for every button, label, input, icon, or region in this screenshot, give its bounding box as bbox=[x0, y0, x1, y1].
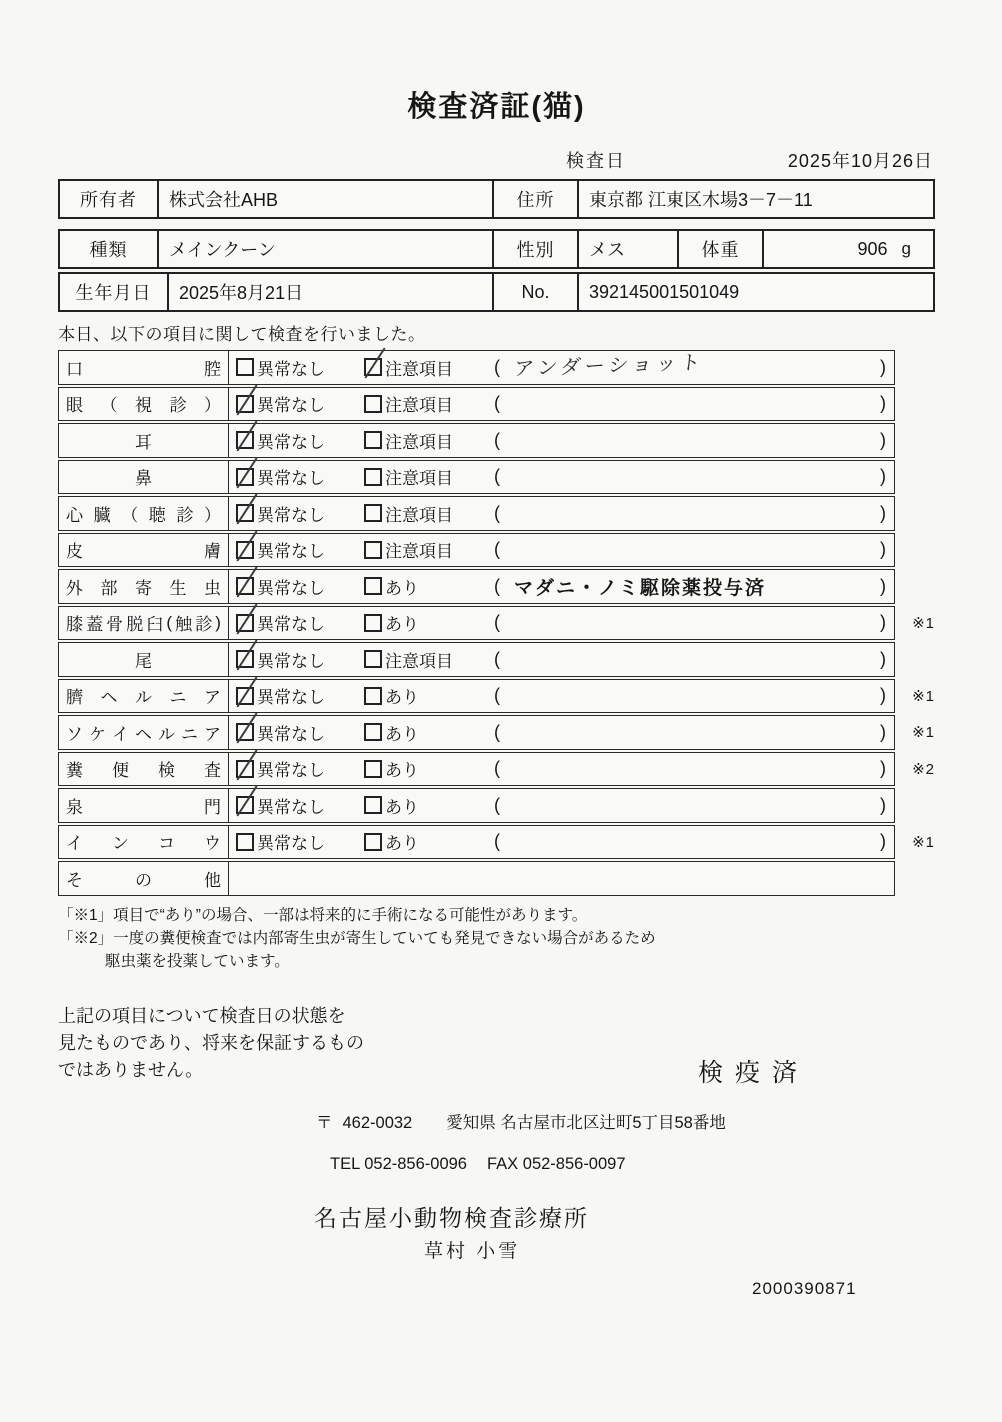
checklist-row-inner bbox=[58, 861, 895, 896]
open-paren: ( bbox=[494, 466, 500, 487]
checklist-row bbox=[58, 496, 935, 531]
option2-checkbox[interactable] bbox=[364, 468, 382, 486]
option2-checkbox[interactable] bbox=[364, 431, 382, 449]
owner-label: 所有者 bbox=[80, 190, 137, 210]
option2 bbox=[364, 829, 494, 854]
quarantine-stamp: 検疫済 bbox=[698, 1058, 810, 1087]
option1-checkbox[interactable] bbox=[236, 687, 254, 705]
owner-table bbox=[58, 179, 935, 219]
open-paren: ( bbox=[494, 575, 500, 596]
option1-label: 異常なし bbox=[257, 505, 325, 525]
disclaimer-line3: ではありません。 bbox=[58, 1059, 204, 1080]
ref-mark bbox=[895, 350, 935, 385]
row-options bbox=[229, 826, 894, 859]
row-options bbox=[229, 497, 894, 530]
ref-mark bbox=[895, 642, 935, 677]
clinic-tel-line bbox=[330, 1155, 935, 1174]
address-value: 東京都 江東区木場3－7－11 bbox=[577, 181, 933, 217]
birthdate-label: 生年月日 bbox=[75, 283, 152, 303]
checklist-row-inner bbox=[58, 350, 895, 385]
option1 bbox=[236, 464, 364, 489]
ref-mark: ※1 bbox=[912, 724, 935, 742]
checklist-item-label: 泉 門 bbox=[59, 789, 229, 822]
finding-field bbox=[494, 430, 894, 451]
postal-code: 462-0032 bbox=[342, 1113, 413, 1132]
row-options bbox=[229, 424, 894, 457]
option2-label: あり bbox=[385, 834, 419, 854]
row-options bbox=[229, 753, 894, 786]
finding-field bbox=[494, 573, 894, 600]
option2-label: あり bbox=[385, 578, 419, 598]
option2-label: 注意項目 bbox=[385, 396, 453, 416]
finding-field bbox=[494, 722, 894, 743]
close-paren: ) bbox=[880, 429, 886, 450]
ref-mark bbox=[895, 533, 935, 568]
option2-checkbox[interactable] bbox=[364, 577, 382, 595]
owner-value: 株式会社AHB bbox=[157, 181, 492, 217]
option1-label: 異常なし bbox=[257, 469, 325, 489]
checklist-item-label: 皮 膚 bbox=[59, 534, 229, 567]
option1 bbox=[236, 574, 364, 599]
finding-field bbox=[494, 685, 894, 706]
row-options bbox=[229, 680, 894, 713]
option2 bbox=[364, 683, 494, 708]
registration-no-label: No. bbox=[492, 274, 577, 310]
checklist-row bbox=[58, 533, 935, 568]
option1-label: 異常なし bbox=[257, 797, 325, 817]
option1-checkbox[interactable] bbox=[236, 614, 254, 632]
option2-checkbox[interactable] bbox=[364, 395, 382, 413]
option1 bbox=[236, 610, 364, 635]
row-options bbox=[229, 534, 894, 567]
disclaimer-line1: 上記の項目について検査日の状態を bbox=[58, 1005, 346, 1026]
finding-field bbox=[494, 649, 894, 670]
inspection-date-label: 検査日 bbox=[566, 151, 626, 171]
checklist-row bbox=[58, 569, 935, 604]
serial-number: 2000390871 bbox=[752, 1278, 857, 1298]
finding-note: アンダーショット bbox=[512, 349, 706, 381]
close-paren: ) bbox=[880, 502, 886, 523]
option1-label: 異常なし bbox=[257, 724, 325, 744]
clinic-tel: TEL 052-856-0096 bbox=[330, 1154, 467, 1173]
checklist-row bbox=[58, 423, 935, 458]
checklist-item-label: 尾 bbox=[59, 643, 229, 676]
checklist-item-label: イ ン コ ウ bbox=[59, 826, 229, 859]
checklist-row bbox=[58, 861, 935, 896]
option2-label: あり bbox=[385, 688, 419, 708]
open-paren: ( bbox=[494, 612, 500, 633]
finding-field bbox=[494, 349, 894, 382]
checklist-row-inner bbox=[58, 715, 895, 750]
checklist-row bbox=[58, 350, 935, 385]
option1-label: 異常なし bbox=[257, 359, 325, 379]
option2-label: 注意項目 bbox=[385, 505, 453, 525]
clinic-postal-line bbox=[316, 1109, 935, 1133]
checklist-row-inner bbox=[58, 752, 895, 787]
inspection-date-row bbox=[58, 147, 935, 171]
checklist-item-label: 眼 （ 視 診 ） bbox=[59, 388, 229, 421]
option2-checkbox[interactable] bbox=[364, 650, 382, 668]
clinic-name: 名古屋小動物検査診療所 bbox=[314, 1204, 589, 1231]
ref-mark: ※1 bbox=[912, 833, 935, 851]
close-paren: ) bbox=[880, 466, 886, 487]
option1-label: 異常なし bbox=[257, 761, 325, 781]
close-paren: ) bbox=[880, 356, 886, 377]
checklist-row bbox=[58, 715, 935, 750]
option2-label: 注意項目 bbox=[385, 542, 453, 562]
checklist-row-inner bbox=[58, 788, 895, 823]
open-paren: ( bbox=[494, 685, 500, 706]
close-paren: ) bbox=[880, 685, 886, 706]
checklist-row-inner bbox=[58, 423, 895, 458]
finding-field bbox=[494, 503, 894, 524]
address-label: 住所 bbox=[492, 181, 577, 217]
checklist-item-label: 耳 bbox=[59, 424, 229, 457]
option1-checkbox[interactable] bbox=[236, 431, 254, 449]
finding-field bbox=[494, 393, 894, 414]
option2 bbox=[364, 610, 494, 635]
option2 bbox=[364, 501, 494, 526]
close-paren: ) bbox=[880, 831, 886, 852]
clinic-fax: FAX 052-856-0097 bbox=[487, 1154, 626, 1173]
option2 bbox=[364, 537, 494, 562]
close-paren: ) bbox=[880, 758, 886, 779]
option2-checkbox[interactable] bbox=[364, 687, 382, 705]
footnote-2-line2: 駆虫薬を投薬しています。 bbox=[105, 952, 290, 970]
option2 bbox=[364, 720, 494, 745]
option2-label: 注意項目 bbox=[385, 651, 453, 671]
row-options bbox=[229, 862, 894, 895]
pet-info-table bbox=[58, 229, 935, 269]
close-paren: ) bbox=[880, 393, 886, 414]
checklist-row bbox=[58, 825, 935, 860]
option1-label: 異常なし bbox=[257, 688, 325, 708]
option1 bbox=[236, 756, 364, 781]
open-paren: ( bbox=[494, 758, 500, 779]
checklist-row bbox=[58, 387, 935, 422]
close-paren: ) bbox=[880, 648, 886, 669]
sex-value: メス bbox=[577, 231, 677, 267]
checklist-row bbox=[58, 788, 935, 823]
option2-checkbox[interactable] bbox=[364, 358, 382, 376]
postal-mark: 〒 bbox=[316, 1113, 333, 1132]
checklist-row bbox=[58, 606, 935, 641]
option2-label: あり bbox=[385, 724, 419, 744]
option2-label: 注意項目 bbox=[385, 359, 453, 379]
option1-checkbox[interactable] bbox=[236, 468, 254, 486]
option2-checkbox[interactable] bbox=[364, 833, 382, 851]
checklist-item-label: 口 腔 bbox=[59, 351, 229, 384]
open-paren: ( bbox=[494, 539, 500, 560]
checklist-row-inner bbox=[58, 825, 895, 860]
option1 bbox=[236, 829, 364, 854]
checklist-row-inner bbox=[58, 642, 895, 677]
checklist-row bbox=[58, 752, 935, 787]
checklist-item-label: ソ ケ イ ヘ ル ニ ア bbox=[59, 716, 229, 749]
veterinarian-name: 草村 小雪 bbox=[424, 1240, 521, 1262]
row-options bbox=[229, 643, 894, 676]
weight-unit: g bbox=[901, 239, 911, 258]
footnote-1: 「※1」項目で“あり”の場合、一部は将来的に手術になる可能性があります。 bbox=[58, 906, 588, 924]
finding-field bbox=[494, 539, 894, 560]
option1-label: 異常なし bbox=[257, 542, 325, 562]
option1-checkbox[interactable] bbox=[236, 577, 254, 595]
option2 bbox=[364, 756, 494, 781]
footnotes bbox=[58, 904, 935, 973]
option2-checkbox[interactable] bbox=[364, 614, 382, 632]
option1-checkbox[interactable] bbox=[236, 504, 254, 522]
row-options bbox=[229, 570, 894, 603]
option1 bbox=[236, 355, 364, 380]
ref-mark: ※1 bbox=[912, 687, 935, 705]
row-options bbox=[229, 789, 894, 822]
disclaimer-line2: 見たものであり、将来を保証するもの bbox=[58, 1032, 364, 1053]
finding-field bbox=[494, 831, 894, 852]
option1-checkbox[interactable] bbox=[236, 833, 254, 851]
option1 bbox=[236, 647, 364, 672]
checklist-row-inner bbox=[58, 533, 895, 568]
option2-label: あり bbox=[385, 761, 419, 781]
checklist-item-label: 糞 便 検 査 bbox=[59, 753, 229, 786]
registration-no-value: 392145001501049 bbox=[577, 274, 933, 310]
ref-mark: ※2 bbox=[912, 760, 935, 778]
option1 bbox=[236, 683, 364, 708]
checklist-row-inner bbox=[58, 460, 895, 495]
document-content bbox=[58, 0, 935, 1299]
inspection-date-value: 2025年10月26日 bbox=[787, 151, 933, 171]
option2-checkbox[interactable] bbox=[364, 723, 382, 741]
sex-label: 性別 bbox=[492, 231, 577, 267]
close-paren: ) bbox=[880, 575, 886, 596]
footnote-2-line1: 「※2」一度の糞便検査では内部寄生虫が寄生していても発見できない場合があるため bbox=[58, 929, 656, 947]
checklist-row bbox=[58, 679, 935, 714]
option2-checkbox[interactable] bbox=[364, 504, 382, 522]
finding-field bbox=[494, 758, 894, 779]
ref-mark bbox=[895, 423, 935, 458]
breed-label: 種類 bbox=[89, 240, 128, 260]
open-paren: ( bbox=[494, 502, 500, 523]
disclaimer-block bbox=[58, 1003, 935, 1085]
option1-checkbox[interactable] bbox=[236, 395, 254, 413]
option1-label: 異常なし bbox=[257, 615, 325, 635]
checklist-item-label: 外 部 寄 生 虫 bbox=[59, 570, 229, 603]
checklist-table bbox=[58, 350, 935, 896]
ref-mark bbox=[895, 788, 935, 823]
row-options bbox=[229, 716, 894, 749]
option1-label: 異常なし bbox=[257, 432, 325, 452]
close-paren: ) bbox=[880, 539, 886, 560]
option2 bbox=[364, 355, 494, 380]
option2-label: あり bbox=[385, 797, 419, 817]
option1-checkbox[interactable] bbox=[236, 723, 254, 741]
finding-field bbox=[494, 612, 894, 633]
option2-checkbox[interactable] bbox=[364, 541, 382, 559]
option1 bbox=[236, 501, 364, 526]
option2-checkbox[interactable] bbox=[364, 796, 382, 814]
option2 bbox=[364, 391, 494, 416]
ref-mark bbox=[895, 569, 935, 604]
checklist-row-inner bbox=[58, 606, 895, 641]
option2 bbox=[364, 793, 494, 818]
checklist-item-label: 臍 ヘ ル ニ ア bbox=[59, 680, 229, 713]
option2 bbox=[364, 647, 494, 672]
breed-value: メインクーン bbox=[157, 231, 492, 267]
row-options bbox=[229, 351, 894, 384]
finding-note: マダニ・ノミ駆除薬投与済 bbox=[514, 577, 767, 599]
weight-value: 906 bbox=[857, 238, 888, 259]
open-paren: ( bbox=[494, 429, 500, 450]
checklist-item-label: 膝 蓋 骨 脱 臼 ( 触 診 ) bbox=[59, 607, 229, 640]
clinic-address: 愛知県 名古屋市北区辻町5丁目58番地 bbox=[446, 1113, 726, 1132]
option1-label: 異常なし bbox=[257, 396, 325, 416]
open-paren: ( bbox=[494, 393, 500, 414]
option1 bbox=[236, 720, 364, 745]
option1 bbox=[236, 391, 364, 416]
option2 bbox=[364, 428, 494, 453]
checklist-row-inner bbox=[58, 387, 895, 422]
ref-mark bbox=[895, 387, 935, 422]
close-paren: ) bbox=[880, 612, 886, 633]
open-paren: ( bbox=[494, 831, 500, 852]
weight-label: 体重 bbox=[677, 231, 762, 267]
ref-mark: ※1 bbox=[912, 614, 935, 632]
option1 bbox=[236, 428, 364, 453]
option2 bbox=[364, 574, 494, 599]
open-paren: ( bbox=[494, 721, 500, 742]
option1-checkbox[interactable] bbox=[236, 541, 254, 559]
finding-field bbox=[494, 466, 894, 487]
birthdate-value: 2025年8月21日 bbox=[167, 274, 492, 310]
option2-checkbox[interactable] bbox=[364, 760, 382, 778]
open-paren: ( bbox=[494, 648, 500, 669]
ref-mark bbox=[895, 496, 935, 531]
checklist-row bbox=[58, 642, 935, 677]
weight-value-cell bbox=[762, 231, 933, 267]
open-paren: ( bbox=[494, 356, 500, 377]
close-paren: ) bbox=[880, 794, 886, 815]
finding-field bbox=[494, 795, 894, 816]
checklist-item-label: 心 臓 （ 聴 診 ） bbox=[59, 497, 229, 530]
intro-text: 本日、以下の項目に関して検査を行いました。 bbox=[58, 325, 426, 344]
option1-checkbox[interactable] bbox=[236, 650, 254, 668]
checklist-item-label: 鼻 bbox=[59, 461, 229, 494]
option1-label: 異常なし bbox=[257, 834, 325, 854]
option2-label: あり bbox=[385, 615, 419, 635]
option1 bbox=[236, 793, 364, 818]
row-options bbox=[229, 461, 894, 494]
checklist-row-inner bbox=[58, 569, 895, 604]
close-paren: ) bbox=[880, 721, 886, 742]
row-options bbox=[229, 607, 894, 640]
option1-label: 異常なし bbox=[257, 651, 325, 671]
option1-label: 異常なし bbox=[257, 578, 325, 598]
ref-mark bbox=[895, 460, 935, 495]
option1 bbox=[236, 537, 364, 562]
checklist-row-inner bbox=[58, 496, 895, 531]
option1-checkbox[interactable] bbox=[236, 760, 254, 778]
page-title: 検査済証(猫) bbox=[407, 91, 586, 123]
option1-checkbox[interactable] bbox=[236, 796, 254, 814]
checklist-row bbox=[58, 460, 935, 495]
checklist-row-inner bbox=[58, 679, 895, 714]
row-options bbox=[229, 388, 894, 421]
checklist-item-label: そ の 他 bbox=[59, 862, 229, 895]
option2-label: 注意項目 bbox=[385, 432, 453, 452]
ref-mark bbox=[895, 861, 935, 896]
open-paren: ( bbox=[494, 794, 500, 815]
option2 bbox=[364, 464, 494, 489]
option2-label: 注意項目 bbox=[385, 469, 453, 489]
birth-number-table bbox=[58, 272, 935, 312]
option1-checkbox[interactable] bbox=[236, 358, 254, 376]
